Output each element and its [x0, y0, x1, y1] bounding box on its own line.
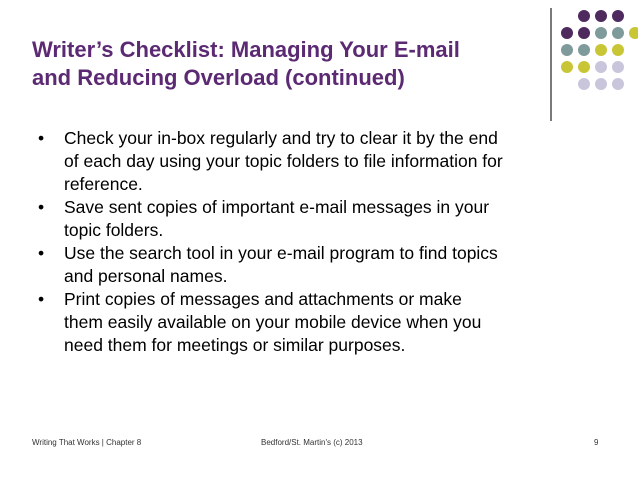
bullet-item	[38, 288, 608, 357]
decorative-dot	[578, 10, 590, 22]
decorative-dot	[595, 44, 607, 56]
title-line-2: and Reducing Overload (continued)	[32, 65, 405, 90]
footer-book-chapter: Writing That Works | Chapter 8	[32, 438, 142, 447]
bullet-text-line: and personal names.	[64, 266, 228, 286]
bullet-dot-icon: •	[38, 197, 45, 217]
bullet-dot-icon: •	[38, 289, 45, 309]
decorative-dot	[561, 27, 573, 39]
decorative-dot-grid	[561, 10, 633, 100]
bullet-dot-icon: •	[38, 128, 45, 148]
bullet-text-line: Check your in-box regularly and try to clear it by the end	[64, 128, 498, 148]
decorative-dot	[595, 10, 607, 22]
bullet-item	[38, 242, 608, 288]
decorative-dot	[612, 27, 624, 39]
bullet-text-line: Print copies of messages and attachments or make	[64, 289, 462, 309]
decorative-dot	[612, 44, 624, 56]
decorative-dot	[578, 27, 590, 39]
decorative-dot	[629, 27, 638, 39]
decorative-dot	[578, 78, 590, 90]
bullet-text-line: reference.	[64, 174, 143, 194]
bullet-text-line: need them for meetings or similar purposes.	[64, 335, 406, 355]
decorative-dot	[595, 78, 607, 90]
footer-page-number: 9	[594, 438, 599, 447]
decorative-dot	[612, 10, 624, 22]
slide-title	[32, 36, 542, 92]
bullet-text-line: Use the search tool in your e-mail program to find topics	[64, 243, 498, 263]
bullet-item	[38, 196, 608, 242]
bullet-text-line: of each day using your topic folders to file information for	[64, 151, 503, 171]
title-line-1: Writer’s Checklist: Managing Your E-mail	[32, 37, 460, 62]
bullet-list	[38, 127, 608, 357]
bullet-item	[38, 127, 608, 196]
decorative-dot	[595, 61, 607, 73]
title-divider	[550, 8, 552, 121]
decorative-dot	[612, 78, 624, 90]
bullet-text-line: topic folders.	[64, 220, 164, 240]
decorative-dot	[561, 61, 573, 73]
footer-publisher: Bedford/St. Martin's (c) 2013	[261, 438, 363, 447]
bullet-text-line: Save sent copies of important e-mail messages in your	[64, 197, 490, 217]
bullet-text-line: them easily available on your mobile device when you	[64, 312, 482, 332]
decorative-dot	[561, 44, 573, 56]
decorative-dot	[595, 27, 607, 39]
decorative-dot	[578, 61, 590, 73]
decorative-dot	[612, 61, 624, 73]
decorative-dot	[578, 44, 590, 56]
bullet-dot-icon: •	[38, 243, 45, 263]
